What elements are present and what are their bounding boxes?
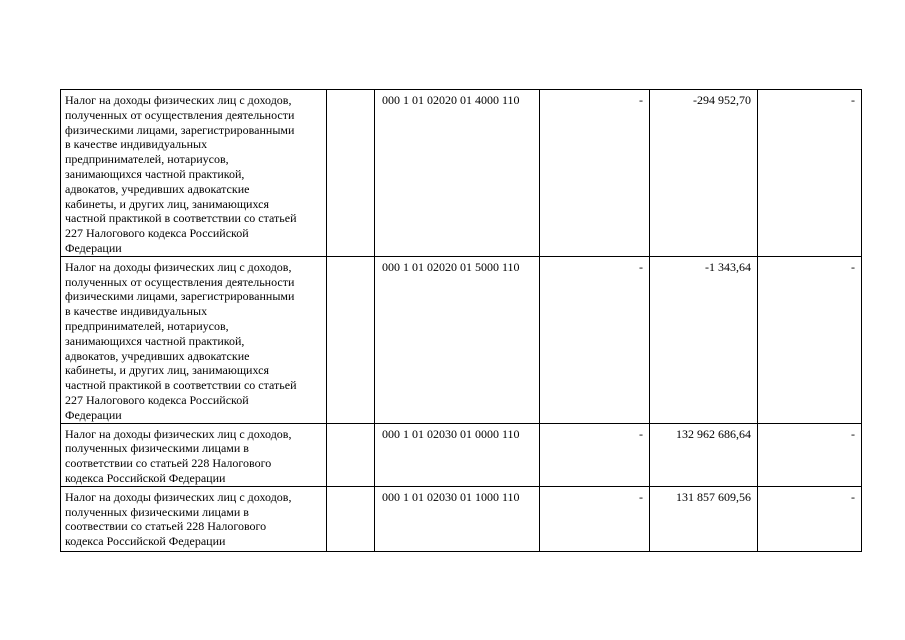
budget-code-cell: 000 1 01 02030 01 0000 110 bbox=[375, 423, 540, 486]
actual-amount-cell: 132 962 686,64 bbox=[650, 423, 758, 486]
actual-amount-cell: -1 343,64 bbox=[650, 256, 758, 423]
planned-amount-cell: - bbox=[540, 423, 650, 486]
percent-cell: - bbox=[758, 423, 862, 486]
percent-cell: - bbox=[758, 486, 862, 551]
budget-code-cell: 000 1 01 02020 01 4000 110 bbox=[375, 90, 540, 257]
percent-cell: - bbox=[758, 90, 862, 257]
tax-name-cell: Налог на доходы физических лиц с доходов, полученных физическими лицами в соотвествии со статьей 228 Налогового кодекса Российской Федерации bbox=[61, 486, 327, 551]
table-row bbox=[61, 486, 862, 551]
tax-name-cell: Налог на доходы физических лиц с доходов, полученных физическими лицами в соответствии со статьей 228 Налогового кодекса Российской Федерации bbox=[61, 423, 327, 486]
revenue-table bbox=[60, 89, 862, 552]
planned-amount-cell: - bbox=[540, 256, 650, 423]
actual-amount-cell: -294 952,70 bbox=[650, 90, 758, 257]
planned-amount-cell: - bbox=[540, 486, 650, 551]
table-row bbox=[61, 423, 862, 486]
empty-cell bbox=[327, 423, 375, 486]
tax-name-cell: Налог на доходы физических лиц с доходов, полученных от осуществления деятельности физическими лицами, зарегистрированными в качестве индивидуальных предпринимателей, нотариусов, занимающихся частной практикой, адвокатов, учредивших адвокатские кабинеты, и других лиц, занимающихся частной практикой в соответствии со статьей 227 Налогового кодекса Российской Федерации bbox=[61, 256, 327, 423]
budget-code-cell: 000 1 01 02030 01 1000 110 bbox=[375, 486, 540, 551]
actual-amount-cell: 131 857 609,56 bbox=[650, 486, 758, 551]
table-row bbox=[61, 256, 862, 423]
empty-cell bbox=[327, 256, 375, 423]
tax-name-cell: Налог на доходы физических лиц с доходов, полученных от осуществления деятельности физическими лицами, зарегистрированными в качестве индивидуальных предпринимателей, нотариусов, занимающихся частной практикой, адвокатов, учредивших адвокатские кабинеты, и других лиц, занимающихся частной практикой в соответствии со статьей 227 Налогового кодекса Российской Федерации bbox=[61, 90, 327, 257]
budget-code-cell: 000 1 01 02020 01 5000 110 bbox=[375, 256, 540, 423]
empty-cell bbox=[327, 486, 375, 551]
table-row bbox=[61, 90, 862, 257]
percent-cell: - bbox=[758, 256, 862, 423]
empty-cell bbox=[327, 90, 375, 257]
planned-amount-cell: - bbox=[540, 90, 650, 257]
